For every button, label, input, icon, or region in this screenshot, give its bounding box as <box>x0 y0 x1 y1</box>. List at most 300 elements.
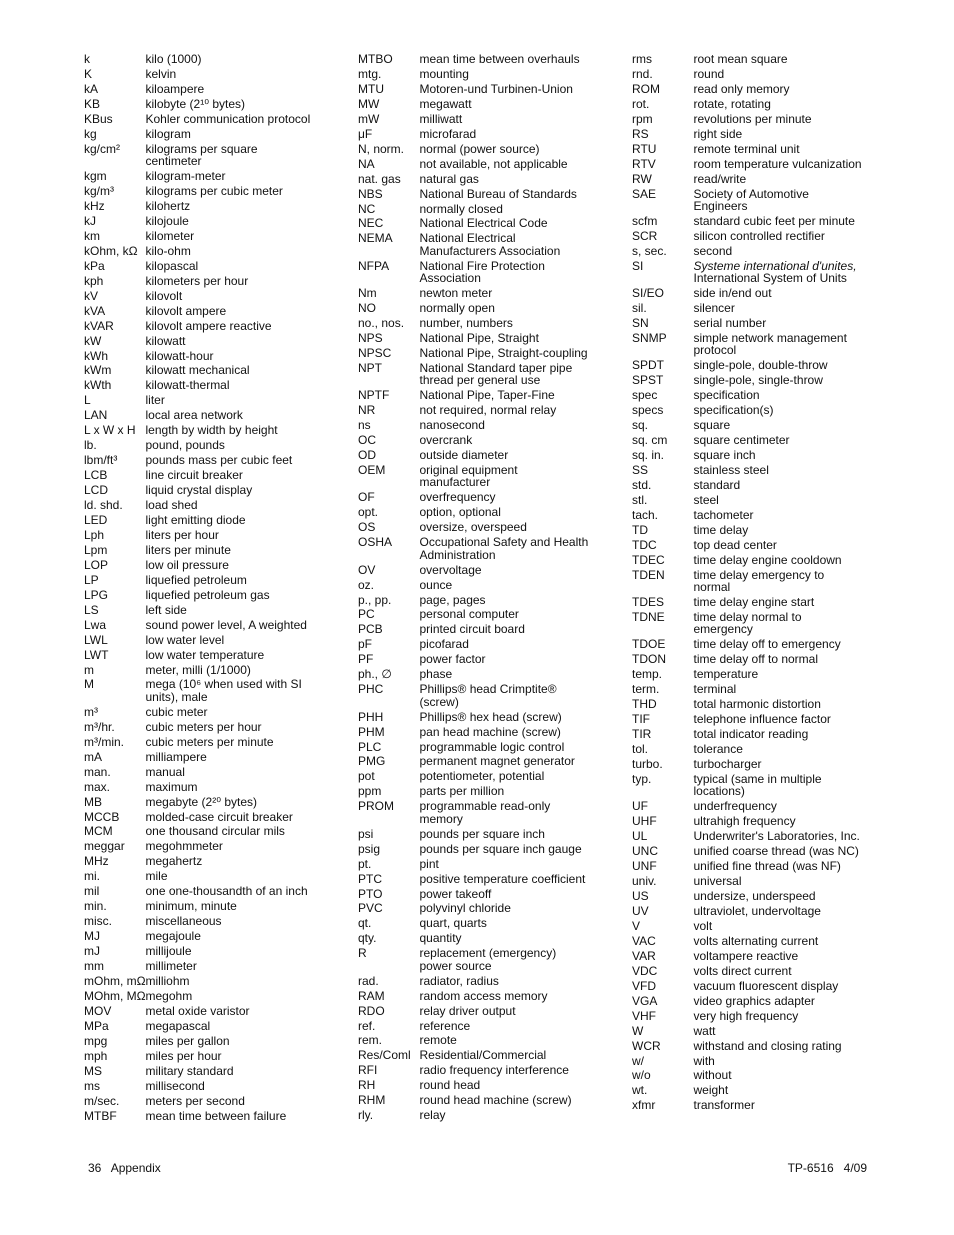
glossary-entry <box>358 521 620 533</box>
entry-definition: standard <box>693 478 741 492</box>
glossary-entry <box>84 619 344 631</box>
entry-abbreviation: pot <box>358 769 375 784</box>
glossary-entry <box>632 419 882 431</box>
entry-abbreviation: pt. <box>358 856 372 871</box>
glossary-entry <box>632 464 882 476</box>
entry-abbreviation: PMG <box>358 754 386 769</box>
entry-abbreviation: PHH <box>358 709 384 724</box>
entry-abbreviation: rms <box>632 52 652 66</box>
entry-definition: kilo (1000) <box>145 52 202 66</box>
entry-abbreviation: turbo. <box>632 757 663 772</box>
glossary-column-3 <box>632 53 882 1114</box>
entry-abbreviation: NPSC <box>358 345 392 360</box>
glossary-entry <box>84 143 344 168</box>
entry-abbreviation: UV <box>632 904 649 918</box>
entry-abbreviation: SS <box>632 463 649 478</box>
entry-abbreviation: spec <box>632 388 658 403</box>
entry-definition: milliohm <box>145 974 190 988</box>
entry-definition: National Pipe, Straight <box>419 331 539 346</box>
glossary-entry <box>632 773 882 798</box>
glossary-column-2 <box>358 53 620 1124</box>
glossary-entry <box>358 711 620 723</box>
entry-abbreviation: LWL <box>84 632 108 647</box>
entry-definition: cubic meters per hour <box>145 719 262 734</box>
glossary-entry <box>84 721 344 733</box>
entry-definition: megohm <box>145 988 193 1003</box>
entry-definition: megahertz <box>145 854 203 869</box>
entry-abbreviation: Lph <box>84 527 105 542</box>
entry-definition: right side <box>693 126 743 141</box>
entry-definition: time delay off to emergency <box>693 637 841 652</box>
entry-definition: withstand and closing rating <box>693 1038 842 1053</box>
glossary-entry <box>358 260 620 285</box>
entry-abbreviation: NPT <box>358 360 382 375</box>
entry-definition: permanent magnet generator <box>419 754 575 769</box>
glossary-entry <box>632 68 882 80</box>
glossary-entry <box>632 245 882 257</box>
entry-definition: not available, not applicable <box>419 156 568 171</box>
entry-definition: kelvin <box>145 66 177 81</box>
glossary-entry <box>632 743 882 755</box>
entry-definition: oversize, overspeed <box>419 520 527 535</box>
entry-definition: positive temperature coefficient <box>419 871 586 886</box>
entry-definition: picofarad <box>419 637 469 652</box>
entry-abbreviation: qty. <box>358 931 377 946</box>
entry-definition: National Pipe, Taper-Fine <box>419 388 555 403</box>
entry-definition: liquefied petroleum gas <box>145 587 270 602</box>
entry-definition: pan head machine (screw) <box>419 724 561 739</box>
entry-abbreviation: rpm <box>632 111 653 126</box>
glossary-entry <box>358 449 620 461</box>
glossary-entry <box>84 1110 344 1122</box>
entry-definition: overfrequency <box>419 490 496 505</box>
entry-abbreviation: psi <box>358 826 374 841</box>
glossary-entry <box>84 945 344 957</box>
glossary-entry <box>84 350 344 362</box>
glossary-column-1 <box>84 53 344 1125</box>
entry-definition: microfarad <box>419 126 477 141</box>
entry-definition: pounds mass per cubic feet <box>145 453 293 468</box>
entry-definition: turbocharger <box>693 757 762 772</box>
entry-abbreviation: mi. <box>84 869 100 884</box>
entry-abbreviation: OV <box>358 562 376 577</box>
entry-definition: low water temperature <box>145 647 265 662</box>
glossary-entry <box>358 741 620 753</box>
entry-definition: kilowatt <box>145 333 186 348</box>
entry-definition: potentiometer, potential <box>419 769 545 784</box>
glossary-entry <box>84 469 344 481</box>
entry-abbreviation: V <box>632 918 641 933</box>
glossary-entry <box>84 930 344 942</box>
glossary-entry <box>632 509 882 521</box>
entry-definition: replacement (emergency) power source <box>419 946 557 973</box>
entry-abbreviation: MTBF <box>84 1108 117 1123</box>
glossary-entry <box>632 1055 882 1067</box>
entry-abbreviation: KB <box>84 96 101 111</box>
entry-definition: total indicator reading <box>693 727 809 742</box>
entry-definition: number, numbers <box>419 316 513 331</box>
glossary-entry <box>84 499 344 511</box>
glossary-entry <box>358 755 620 767</box>
entry-abbreviation: UL <box>632 829 648 844</box>
entry-definition: miles per gallon <box>145 1033 230 1048</box>
glossary-entry <box>358 1064 620 1076</box>
entry-definition: underfrequency <box>693 799 777 814</box>
glossary-entry <box>358 608 620 620</box>
entry-abbreviation: NFPA <box>358 258 390 273</box>
entry-definition: metal oxide varistor <box>145 1003 250 1018</box>
glossary-entry <box>358 83 620 95</box>
entry-definition: volts direct current <box>693 963 792 978</box>
entry-definition: kilogram <box>145 126 191 141</box>
entry-definition: millijoule <box>145 944 192 959</box>
entry-definition: one thousand circular mils <box>145 824 285 839</box>
glossary-entry <box>358 464 620 489</box>
entry-definition: root mean square <box>693 52 788 66</box>
glossary-entry <box>84 664 344 676</box>
entry-abbreviation: ph., ∅ <box>358 667 392 682</box>
glossary-entry <box>632 317 882 329</box>
glossary-entry <box>358 1049 620 1061</box>
glossary-entry <box>84 320 344 332</box>
entry-abbreviation: LOP <box>84 557 109 572</box>
entry-definition: one one-thousandth of an inch <box>145 884 308 899</box>
glossary-entry <box>632 758 882 770</box>
entry-definition: printed circuit board <box>419 622 525 637</box>
entry-definition: time delay engine cooldown <box>693 552 842 567</box>
entry-definition: tolerance <box>693 742 743 757</box>
entry-abbreviation: TDOE <box>632 637 666 652</box>
entry-definition: miles per hour <box>145 1048 222 1063</box>
glossary-entry <box>84 840 344 852</box>
entry-abbreviation: misc. <box>84 914 112 929</box>
glossary-entry <box>632 1069 882 1081</box>
glossary-entry <box>358 362 620 387</box>
glossary-entry <box>358 858 620 870</box>
glossary-entry <box>632 332 882 357</box>
entry-abbreviation: TDES <box>632 595 665 610</box>
glossary-entry <box>358 668 620 680</box>
entry-definition: option, optional <box>419 505 501 520</box>
entry-abbreviation: KBus <box>84 111 113 126</box>
entry-definition: phase <box>419 667 453 682</box>
entry-abbreviation: univ. <box>632 874 657 889</box>
glossary-entry <box>358 287 620 299</box>
entry-abbreviation: k <box>84 52 90 66</box>
entry-abbreviation: OC <box>358 433 376 448</box>
glossary-entry <box>358 1005 620 1017</box>
glossary-entry <box>358 902 620 914</box>
glossary-entry <box>84 559 344 571</box>
glossary-entry <box>84 98 344 110</box>
entry-definition: overvoltage <box>419 562 482 577</box>
glossary-entry <box>358 683 620 708</box>
entry-definition: unified coarse thread (was NC) <box>693 844 859 859</box>
entry-abbreviation: RFI <box>358 1063 378 1078</box>
glossary-entry <box>84 649 344 661</box>
entry-abbreviation: Nm <box>358 286 377 301</box>
entry-abbreviation: NPS <box>358 331 383 346</box>
entry-definition: National Bureau of Standards <box>419 186 577 201</box>
entry-abbreviation: ref. <box>358 1018 376 1033</box>
entry-abbreviation: RDO <box>358 1003 385 1018</box>
glossary-entry <box>358 317 620 329</box>
entry-abbreviation: man. <box>84 764 111 779</box>
glossary-entry <box>632 359 882 371</box>
glossary-entry <box>84 113 344 125</box>
entry-abbreviation: TDON <box>632 652 666 667</box>
entry-abbreviation: rly. <box>358 1108 374 1123</box>
entry-abbreviation: TIF <box>632 712 650 727</box>
entry-definition-italic: Systeme international d'unites, <box>693 258 857 273</box>
entry-abbreviation: W <box>632 1023 644 1038</box>
entry-definition: radio frequency interference <box>419 1063 569 1078</box>
entry-definition: serial number <box>693 316 767 331</box>
glossary-entry <box>84 1035 344 1047</box>
entry-abbreviation: tol. <box>632 742 649 757</box>
glossary-entry <box>632 569 882 594</box>
entry-abbreviation: μF <box>358 126 373 141</box>
entry-abbreviation: RS <box>632 126 649 141</box>
entry-abbreviation: tach. <box>632 507 659 522</box>
entry-abbreviation: kOhm, kΩ <box>84 243 138 258</box>
glossary-entry <box>632 173 882 185</box>
entry-definition: Society of Automotive Engineers <box>693 186 809 213</box>
glossary-entry <box>358 947 620 972</box>
entry-definition: polyvinyl chloride <box>419 901 511 916</box>
entry-definition: kilovolt <box>145 288 183 303</box>
document-id: TP-6516 <box>787 1161 834 1175</box>
glossary-entry <box>84 915 344 927</box>
entry-abbreviation: ppm <box>358 784 382 799</box>
glossary-entry <box>632 800 882 812</box>
entry-definition: meter, milli (1/1000) <box>145 662 251 677</box>
glossary-entry <box>632 683 882 695</box>
entry-abbreviation: NA <box>358 156 375 171</box>
entry-definition: kilohertz <box>145 198 191 213</box>
entry-definition: cubic meter <box>145 704 208 719</box>
entry-definition: round head machine (screw) <box>419 1093 572 1108</box>
glossary-entry <box>632 596 882 608</box>
entry-abbreviation: LCD <box>84 483 109 498</box>
entry-abbreviation: WCR <box>632 1038 661 1053</box>
entry-abbreviation: PCB <box>358 622 383 637</box>
glossary-entry <box>84 200 344 212</box>
glossary-entry <box>632 98 882 110</box>
entry-abbreviation: kJ <box>84 213 96 228</box>
entry-definition: quart, quarts <box>419 916 487 931</box>
entry-abbreviation: MB <box>84 794 102 809</box>
entry-abbreviation: rnd. <box>632 66 653 81</box>
entry-abbreviation: s, sec. <box>632 243 667 258</box>
entry-abbreviation: min. <box>84 899 107 914</box>
entry-definition: tachometer <box>693 507 754 522</box>
entry-abbreviation: mil <box>84 884 100 899</box>
glossary-entry <box>632 158 882 170</box>
entry-definition: mean time between overhauls <box>419 52 580 66</box>
entry-abbreviation: mJ <box>84 944 100 959</box>
entry-abbreviation: LWT <box>84 647 109 662</box>
glossary-entry <box>84 185 344 197</box>
entry-abbreviation: R <box>358 946 367 961</box>
entry-definition: square centimeter <box>693 433 790 448</box>
footer-left <box>88 1161 161 1175</box>
glossary-entry <box>632 860 882 872</box>
entry-abbreviation: kph <box>84 273 104 288</box>
entry-abbreviation: ROM <box>632 81 660 96</box>
entry-abbreviation: TDEN <box>632 567 665 582</box>
entry-definition: molded-case circuit breaker <box>145 809 293 824</box>
glossary-entry <box>632 434 882 446</box>
entry-definition: kilograms per square centimeter <box>145 141 258 169</box>
glossary-entry <box>84 305 344 317</box>
entry-abbreviation: kV <box>84 288 99 303</box>
entry-definition: round <box>693 66 725 81</box>
entry-definition: kilo-ohm <box>145 243 191 258</box>
entry-abbreviation: VHF <box>632 1008 656 1023</box>
entry-abbreviation: MCM <box>84 824 113 839</box>
glossary-entry <box>358 932 620 944</box>
entry-definition: Residential/Commercial <box>419 1048 547 1063</box>
glossary-entry <box>358 726 620 738</box>
entry-definition <box>694 260 883 285</box>
entry-abbreviation: VGA <box>632 993 658 1008</box>
entry-abbreviation: RW <box>632 171 652 186</box>
glossary-entry <box>358 653 620 665</box>
glossary-entry <box>632 389 882 401</box>
entry-abbreviation: m³/min. <box>84 734 124 749</box>
entry-definition: National Standard taper pipe thread per general use <box>419 360 573 388</box>
glossary-entry <box>84 706 344 718</box>
entry-definition: pint <box>419 856 439 871</box>
entry-abbreviation: MCCB <box>84 809 120 824</box>
entry-abbreviation: UF <box>632 799 648 814</box>
glossary-entry <box>84 215 344 227</box>
glossary-entry <box>358 389 620 401</box>
glossary-entry <box>632 905 882 917</box>
glossary-entry <box>84 870 344 882</box>
glossary-entry <box>358 975 620 987</box>
entry-abbreviation: Lpm <box>84 542 108 557</box>
entry-definition: kilowatt-thermal <box>145 378 230 393</box>
entry-abbreviation: std. <box>632 478 652 492</box>
glossary-entry <box>632 668 882 680</box>
entry-abbreviation: xfmr <box>632 1098 656 1113</box>
glossary-entry <box>632 728 882 740</box>
entry-definition: National Pipe, Straight-coupling <box>419 345 588 360</box>
glossary-entry <box>84 1050 344 1062</box>
entry-abbreviation: kVAR <box>84 318 114 333</box>
entry-abbreviation: kgm <box>84 169 107 184</box>
entry-definition: low oil pressure <box>145 557 229 572</box>
entry-definition: liquefied petroleum <box>145 572 247 587</box>
entry-definition: mile <box>145 869 168 884</box>
entry-definition: maximum <box>145 779 198 794</box>
entry-definition: vacuum fluorescent display <box>693 978 839 993</box>
entry-abbreviation: SN <box>632 316 649 331</box>
entry-abbreviation: TDEC <box>632 552 665 567</box>
entry-definition: kilometers per hour <box>145 273 249 288</box>
entry-abbreviation: MOV <box>84 1003 112 1018</box>
entry-abbreviation: SPST <box>632 373 664 388</box>
entry-definition: unified fine thread (was NF) <box>693 859 841 874</box>
entry-abbreviation: RHM <box>358 1093 386 1108</box>
glossary-entry <box>358 53 620 65</box>
entry-definition: remote terminal unit <box>693 141 800 156</box>
entry-definition: square <box>693 418 731 433</box>
glossary-entry <box>358 843 620 855</box>
entry-abbreviation: PROM <box>358 799 394 814</box>
entry-abbreviation: mm <box>84 959 104 974</box>
glossary-entry <box>358 347 620 359</box>
entry-abbreviation: temp. <box>632 667 663 682</box>
glossary-entry <box>84 1080 344 1092</box>
glossary-entry <box>358 158 620 170</box>
entry-definition: megajoule <box>145 929 201 944</box>
entry-definition: universal <box>693 874 742 889</box>
glossary-entry <box>632 287 882 299</box>
entry-definition: watt <box>693 1023 716 1038</box>
glossary-entry <box>84 589 344 601</box>
entry-definition: nanosecond <box>419 418 485 433</box>
entry-abbreviation: PTC <box>358 871 382 886</box>
entry-definition: random access memory <box>419 988 548 1003</box>
entry-abbreviation: term. <box>632 682 660 697</box>
entry-definition: square inch <box>693 448 756 463</box>
glossary-entry <box>358 785 620 797</box>
glossary-entry <box>358 623 620 635</box>
glossary-entry <box>84 245 344 257</box>
entry-definition: pound, pounds <box>145 438 225 453</box>
glossary-entry <box>632 230 882 242</box>
glossary-entry <box>632 374 882 386</box>
entry-abbreviation: mA <box>84 749 102 764</box>
entry-definition: volts alternating current <box>693 933 819 948</box>
entry-definition: time delay emergency to normal <box>693 567 825 595</box>
glossary-entry <box>84 975 344 987</box>
glossary-entry <box>358 506 620 518</box>
entry-definition: kilowatt-hour <box>145 348 214 363</box>
entry-definition: megawatt <box>419 96 472 111</box>
entry-abbreviation: kWm <box>84 363 112 378</box>
entry-abbreviation: MTBO <box>358 52 393 66</box>
entry-definition: silicon controlled rectifier <box>693 228 825 243</box>
entry-abbreviation: NPTF <box>358 388 390 403</box>
entry-definition: kilojoule <box>145 213 189 228</box>
glossary-entry <box>84 53 344 65</box>
glossary-entry <box>358 332 620 344</box>
entry-definition: millimeter <box>145 959 197 974</box>
entry-abbreviation: m <box>84 662 94 677</box>
entry-definition: typical (same in multiple locations) <box>693 771 822 799</box>
entry-definition: silencer <box>693 301 735 316</box>
entry-definition: programmable logic control <box>419 739 565 754</box>
entry-definition: very high frequency <box>693 1008 799 1023</box>
glossary-entry <box>84 960 344 972</box>
glossary-entry <box>84 409 344 421</box>
entry-abbreviation: w/ <box>632 1053 644 1068</box>
glossary-entry <box>632 188 882 213</box>
entry-definition: read/write <box>693 171 747 186</box>
glossary-entry <box>358 491 620 503</box>
page-number: 36 <box>88 1161 102 1175</box>
entry-abbreviation: VFD <box>632 978 656 993</box>
glossary-entry <box>84 751 344 763</box>
glossary-entry <box>358 873 620 885</box>
entry-definition: light emitting diode <box>145 513 246 527</box>
entry-abbreviation: PLC <box>358 739 382 754</box>
glossary-entry <box>358 990 620 1002</box>
